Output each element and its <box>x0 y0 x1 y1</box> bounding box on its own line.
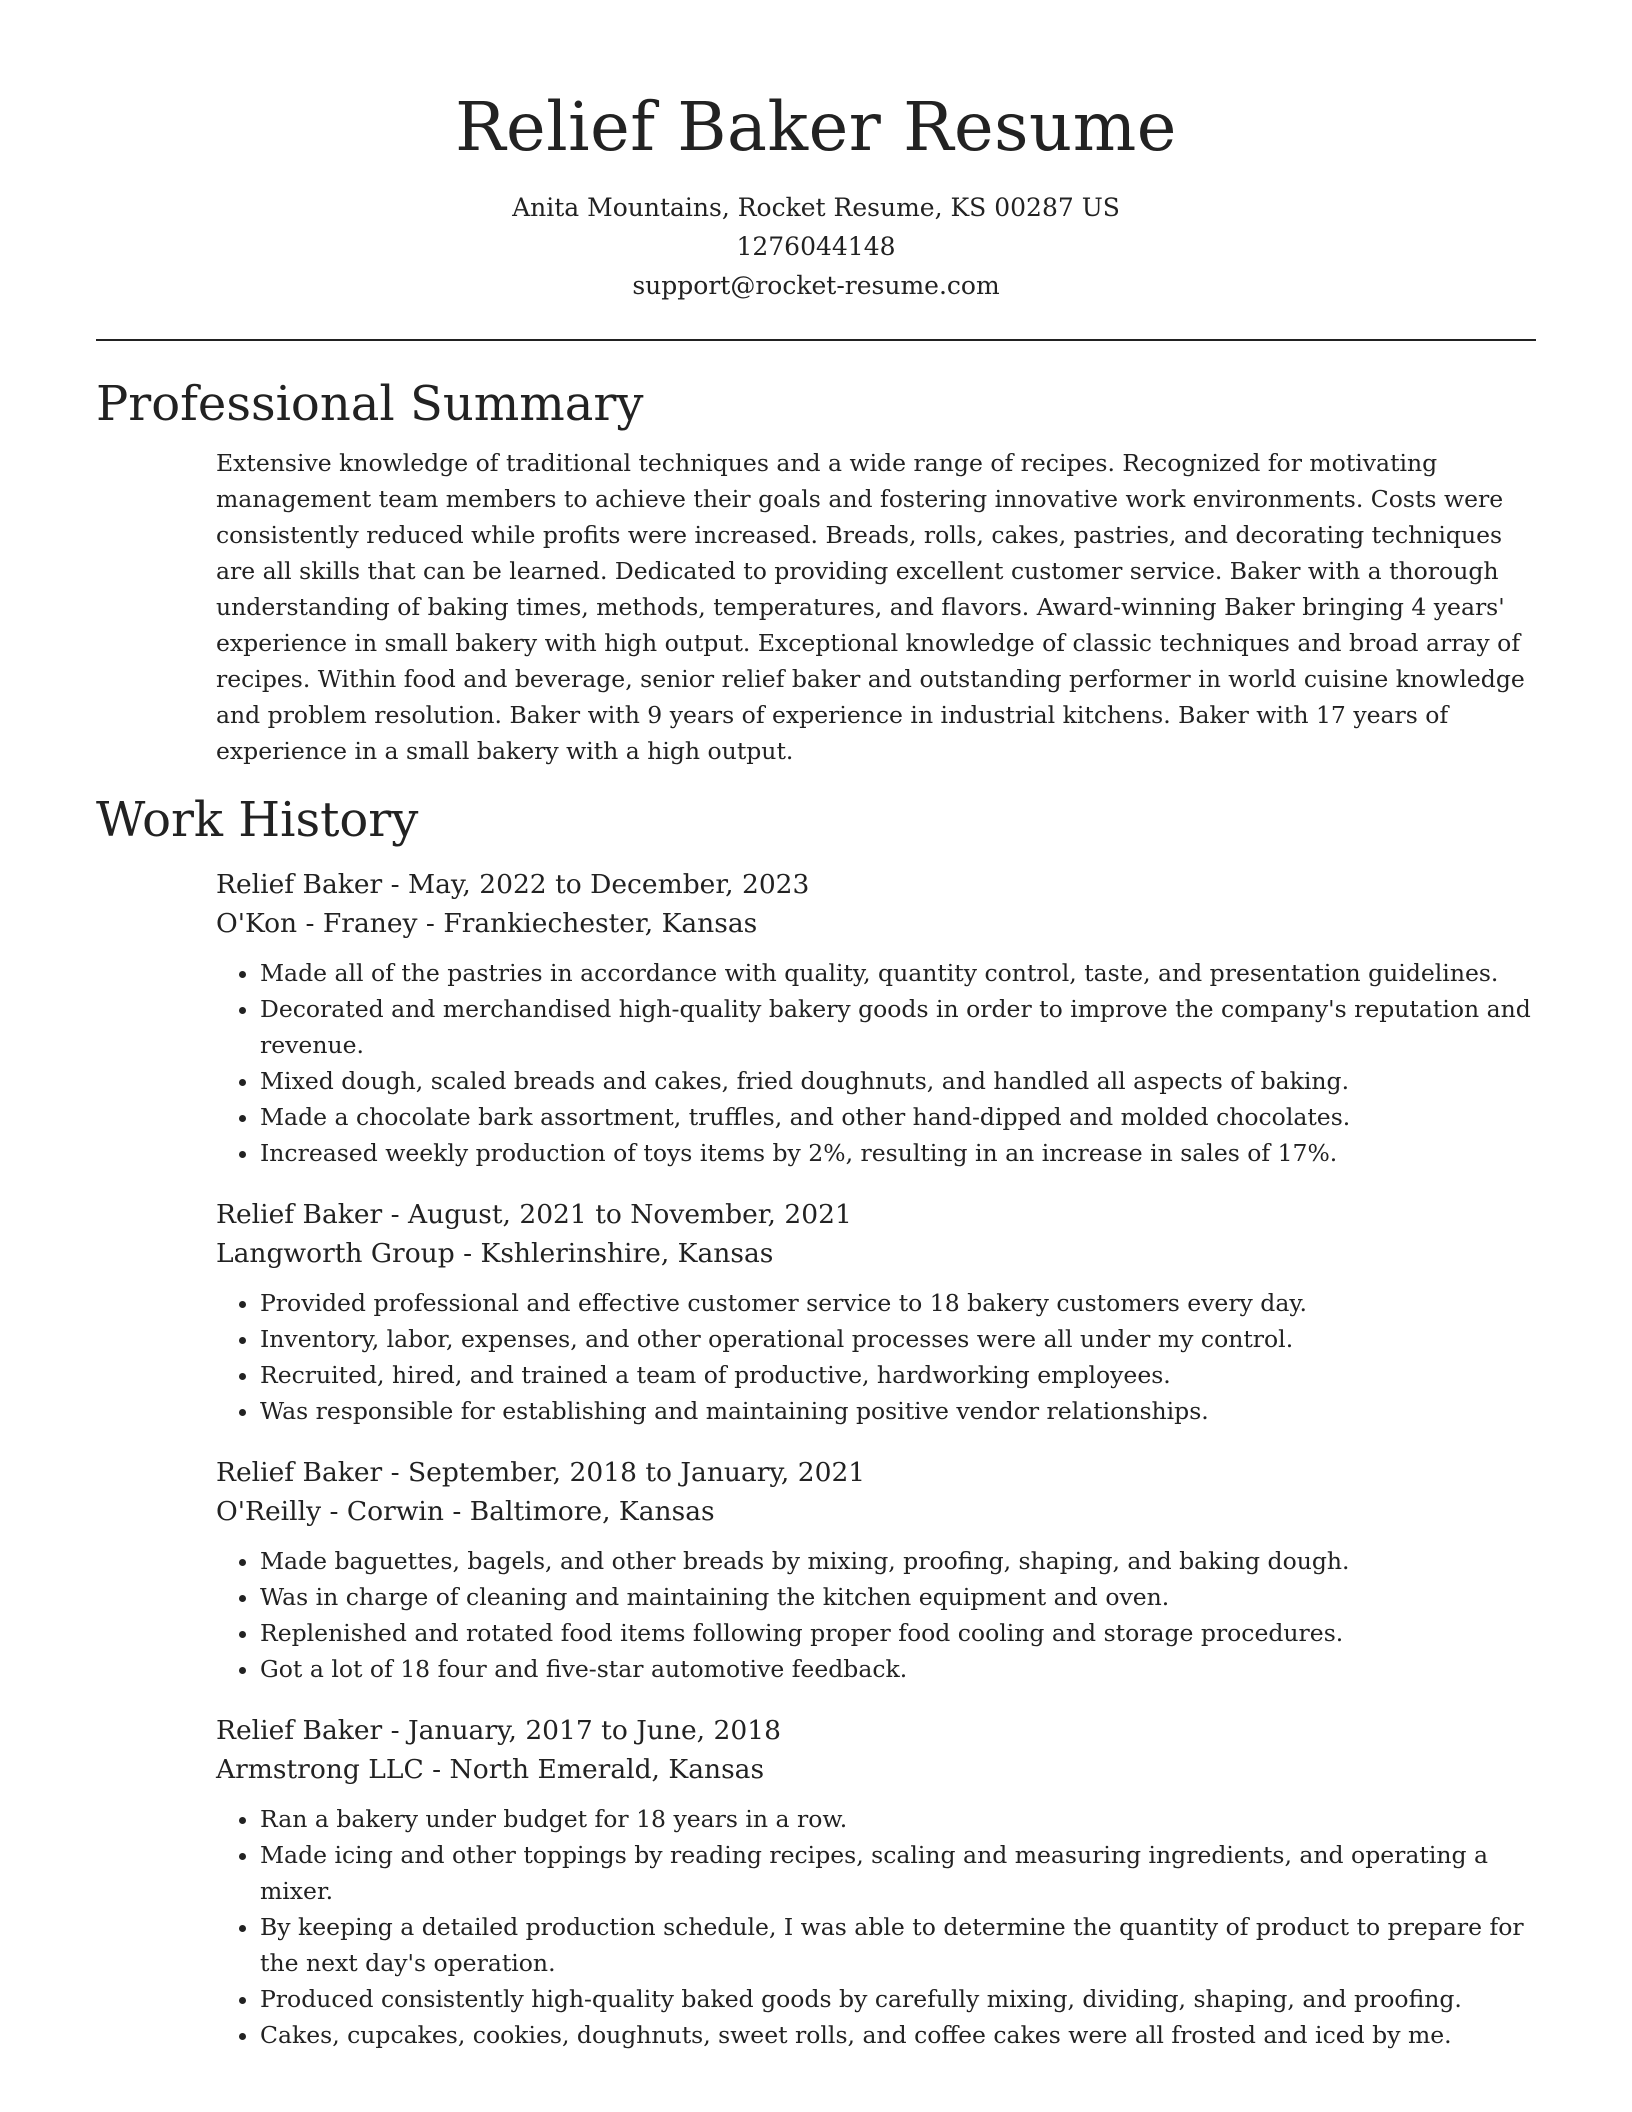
job-title: Relief Baker <box>216 1715 383 1746</box>
header-divider <box>96 339 1536 341</box>
job-bullets <box>216 1543 1536 1687</box>
contact-address: Anita Mountains, Rocket Resume, KS 00287 US <box>512 193 1120 222</box>
job-bullets <box>216 955 1536 1171</box>
job-bullet: • Replenished and rotated food items following proper food cooling and storage procedures. <box>260 1615 1536 1651</box>
job-bullet: • Decorated and merchandised high-quality bakery goods in order to improve the company's reputation and revenue. <box>260 991 1536 1063</box>
job-bullet: • Produced consistently high-quality baked goods by carefully mixing, dividing, shaping, and proofing. <box>260 1981 1536 2017</box>
separator: - <box>382 869 408 900</box>
job-company: O'Kon - Franey <box>216 908 418 939</box>
job-title-line <box>216 1453 1536 1492</box>
job-location: Frankiechester, Kansas <box>443 908 758 939</box>
job-bullet: • Inventory, labor, expenses, and other operational processes were all under my control. <box>260 1321 1536 1357</box>
job-bullet: • Recruited, hired, and trained a team of productive, hardworking employees. <box>260 1357 1536 1393</box>
job-company-line <box>216 1234 1536 1273</box>
contact-info <box>96 188 1536 305</box>
resume-header <box>96 0 1536 305</box>
job-company-line <box>216 904 1536 943</box>
contact-email: support@rocket-resume.com <box>632 271 1000 300</box>
job-bullet: • Made baguettes, bagels, and other breads by mixing, proofing, shaping, and baking dough. <box>260 1543 1536 1579</box>
job-bullets <box>216 1285 1536 1429</box>
job-bullet: • Increased weekly production of toys items by 2%, resulting in an increase in sales of 17%. <box>260 1135 1536 1171</box>
job-location: North Emerald, Kansas <box>449 1754 765 1785</box>
job-company-line <box>216 1750 1536 1789</box>
job-title-line <box>216 865 1536 904</box>
resume-page <box>96 0 1536 2112</box>
work-history-heading: Work History <box>96 792 419 848</box>
job-company: O'Reilly - Corwin <box>216 1496 444 1527</box>
job-entry <box>216 1195 1536 1429</box>
job-bullet: • Provided professional and effective customer service to 18 bakery customers every day. <box>260 1285 1536 1321</box>
job-entry <box>216 1711 1536 2053</box>
job-title: Relief Baker <box>216 869 383 900</box>
job-bullet: • Made a chocolate bark assortment, truffles, and other hand-dipped and molded chocolates. <box>260 1099 1536 1135</box>
job-bullet: • Made all of the pastries in accordance with quality, quantity control, taste, and presentation guidelines. <box>260 955 1536 991</box>
separator: - <box>382 1715 408 1746</box>
separator: - <box>382 1457 408 1488</box>
job-company: Langworth Group <box>216 1238 455 1269</box>
job-bullet: • Mixed dough, scaled breads and cakes, fried doughnuts, and handled all aspects of baking. <box>260 1063 1536 1099</box>
job-entry <box>216 1453 1536 1687</box>
job-bullet: • Got a lot of 18 four and five-star automotive feedback. <box>260 1651 1536 1687</box>
job-dates: August, 2021 to November, 2021 <box>408 1199 852 1230</box>
job-location: Baltimore, Kansas <box>469 1496 715 1527</box>
job-company: Armstrong LLC <box>216 1754 424 1785</box>
job-bullets <box>216 1801 1536 2053</box>
job-title-line <box>216 1195 1536 1234</box>
job-bullet: • Made icing and other toppings by reading recipes, scaling and measuring ingredients, and operating a mixer. <box>260 1837 1536 1909</box>
job-bullet: • Ran a bakery under budget for 18 years in a row. <box>260 1801 1536 1837</box>
contact-phone: 1276044148 <box>736 232 896 261</box>
separator: - <box>382 1199 408 1230</box>
separator: - <box>423 1754 450 1785</box>
job-title: Relief Baker <box>216 1457 383 1488</box>
summary-heading: Professional Summary <box>96 376 644 432</box>
job-bullet: • Was in charge of cleaning and maintaining the kitchen equipment and oven. <box>260 1579 1536 1615</box>
job-company-line <box>216 1492 1536 1531</box>
job-dates: May, 2022 to December, 2023 <box>408 869 810 900</box>
job-dates: September, 2018 to January, 2021 <box>408 1457 866 1488</box>
separator: - <box>454 1238 481 1269</box>
separator: - <box>443 1496 470 1527</box>
job-title: Relief Baker <box>216 1199 383 1230</box>
job-entry <box>216 865 1536 1171</box>
job-title-line <box>216 1711 1536 1750</box>
job-dates: January, 2017 to June, 2018 <box>408 1715 781 1746</box>
separator: - <box>417 908 444 939</box>
job-bullet: • By keeping a detailed production schedule, I was able to determine the quantity of product to prepare for the next day's operation. <box>260 1909 1536 1981</box>
job-location: Kshlerinshire, Kansas <box>480 1238 774 1269</box>
job-bullet: • Was responsible for establishing and maintaining positive vendor relationships. <box>260 1393 1536 1429</box>
resume-title: Relief Baker Resume <box>455 88 1177 166</box>
summary-text: Extensive knowledge of traditional techniques and a wide range of recipes. Recognized for motivating management team members to achieve their goals and fostering innovative work environments. Costs were consistently reduced while profits were increased. Breads, rolls, cakes, pastries, and decorating techniques are all skills that can be learned. Dedicated to providing excellent customer service. Baker with a thorough understanding of baking times, methods, temperatures, and flavors. Award-winning Baker bringing 4 years' experience in small bakery with high output. Exceptional knowledge of classic techniques and broad array of recipes. Within food and beverage, senior relief baker and outstanding performer in world cuisine knowledge and problem resolution. Baker with 9 years of experience in industrial kitchens. Baker with 17 years of experience in a small bakery with a high output. <box>216 449 1525 765</box>
job-bullet: • Cakes, cupcakes, cookies, doughnuts, sweet rolls, and coffee cakes were all frosted and iced by me. <box>260 2017 1536 2053</box>
